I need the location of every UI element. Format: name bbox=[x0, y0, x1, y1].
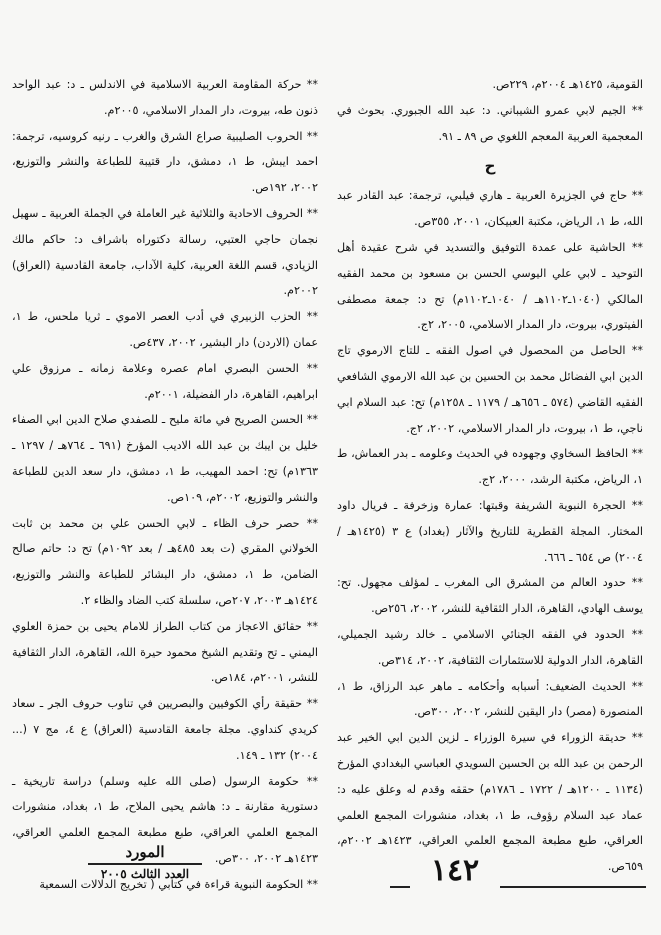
right-column bbox=[337, 72, 643, 880]
bibliography-entry: ** حاج في الجزيرة العربية ـ هاري فيلبي، ترجمة: عبد القادر عبد الله، ط ١، الرياض، مكتبة العبيكان، ٢٠٠١، ٣٥٥ص. bbox=[337, 183, 643, 235]
bibliography-entry: ** الحروف الاحادية والثلاثية غير العاملة في الجملة العربية ـ سهيل نجمان حاجي العتبي، رسالة دكتوراه باشراف د: حاكم مالك الزيادي، قسم اللغة العربية، كلية الآداب، جامعة القادسية (العراق) ٢٠٠٢م. bbox=[12, 201, 318, 304]
bibliography-entry: ** حقيقة رأي الكوفيين والبصريين في تناوب حروف الجر ـ سعاد كريدي كنداوي. مجلة جامعة القادسية (العراق) ع ٤، مج ٧ (... ٢٠٠٤) ١٣٢ ـ ١٤٩. bbox=[12, 691, 318, 768]
bibliography-entry: ** الحكومة النبوية قراءة في كتابي ( تخريج الدلالات السمعية bbox=[12, 872, 318, 898]
bibliography-entry: ** الحديث الضعيف: أسبابه وأحكامه ـ ماهر عبد الرزاق، ط ١، المنصورة (مصر) دار اليقين للنشر، ٢٠٠٢، ٣٠٠ص. bbox=[337, 674, 643, 726]
bibliography-entry: ** الجيم لابي عمرو الشيباني. د: عبد الله الجبوري. بحوث في المعجمية العربية المعجم اللغوي ص ٨٩ ـ ٩١. bbox=[337, 98, 643, 150]
footer-rule bbox=[500, 886, 646, 888]
bibliography-entry: ** الحاصل من المحصول في اصول الفقه ـ للتاج الارموي تاج الدين ابي الفضائل محمد بن الحسين بن عبد الله الارموي الشافعي الفقيه القاضي (٥٧٤ ـ ٦٥٦هـ / ١١٧٩ ـ ١٢٥٨م) تح: عبد السلام ابي ناجي، ط ١، بيروت، دار المدار الاسلامي، ٢٠٠٢، ٢ج. bbox=[337, 338, 643, 441]
bibliography-entry: ** الحجرة النبوية الشريفة وقبتها: عمارة وزخرفة ـ فريال داود المختار. المجلة القطرية للتاريخ والآثار (بغداد) ع ٣ (١٤٢٥هـ / ٢٠٠٤) ص ٦٥٤ ـ ٦٦٦. bbox=[337, 493, 643, 570]
journal-name: المورد bbox=[125, 843, 165, 861]
journal-logo bbox=[80, 842, 210, 890]
bibliography-entry: ** الحروب الصليبية صراع الشرق والغرب ـ رنيه كروسيه، ترجمة: احمد ايبش، ط ١، دمشق، دار قتيبة للطباعة والنشر والتوزيع، ٢٠٠٢، ١٩٢ص. bbox=[12, 124, 318, 201]
journal-issue: العدد الثالث ٢٠٠٥ bbox=[100, 867, 190, 881]
bibliography-entry: ** الحافظ السخاوي وجهوده في الحديث وعلومه ـ بدر العماش، ط ١، الرياض، مكتبة الرشد، ٢٠٠٠، ٢ج. bbox=[337, 441, 643, 493]
journal-divider bbox=[88, 863, 202, 865]
bibliography-entry: ** حدود العالم من المشرق الى المغرب ـ لمؤلف مجهول. تح: يوسف الهادي، القاهرة، الدار الثقافية للنشر، ٢٠٠٢، ٢٥٦ص. bbox=[337, 570, 643, 622]
bibliography-entry: ** الحاشية على عمدة التوفيق والتسديد في شرح عقيدة أهل التوحيد ـ لابي علي اليوسي الحسن بن مسعود بن محمد الفقيه المالكي (١٠٤٠ـ١١٠٢هـ / ١٠٤٠ـ١١٠٢م) تح د: جمعة مصطفى الفيتوري، بيروت، دار المدار الاسلامي، ٢٠٠٥، ٢ج. bbox=[337, 235, 643, 338]
bibliography-entry: ** حكومة الرسول (صلى الله عليه وسلم) دراسة تاريخية ـ دستورية مقارنة ـ د: هاشم يحيى الملاح، ط ١، بغداد، منشورات المجمع العلمي العراقي، طبع مطبعة المجمع العلمي العراقي، ١٤٢٣هـ ٢٠٠٢، ٣٠٠ص. bbox=[12, 769, 318, 872]
bibliography-entry: ** حديقة الزوراء في سيرة الوزراء ـ لزين الدين ابي الخير عبد الرحمن بن عبد الله بن الحسين السويدي العباسي البغدادي المؤرخ (١١٣٤ ـ ١٢٠٠هـ / ١٧٢٢ ـ ١٧٨٦م) حققه وقدم له وعلق عليه د: عماد عبد السلام رؤوف، ط ١، بغداد، منشورات المجمع العلمي العراقي، طبع مطبعة المجمع العلمي العراقي، ١٤٢٣هـ ٢٠٠٢م، ٦٥٩ص. bbox=[337, 725, 643, 880]
bibliography-entry: ** حركة المقاومة العربية الاسلامية في الاندلس ـ د: عبد الواحد ذنون طه، بيروت، دار المدار الاسلامي، ٢٠٠٥م. bbox=[12, 72, 318, 124]
bibliography-entry: ** الحزب الزبيري في أدب العصر الاموي ـ ثريا ملحس، ط ١، عمان (الاردن) دار البشير، ٢٠٠٢، ٤٣٧ص. bbox=[12, 304, 318, 356]
bibliography-entry: ** الحسن البصري امام عصره وعلامة زمانه ـ مرزوق علي ابراهيم، القاهرة، دار الفضيلة، ٢٠٠١م. bbox=[12, 356, 318, 408]
section-letter: ح bbox=[484, 157, 496, 176]
bibliography-entry: ** حصر حرف الظاء ـ لابي الحسن علي بن محمد بن ثابت الخولاني المقري (ت بعد ٤٨٥هـ / بعد ١٠٩٢م) تح د: حاتم صالح الضامن، ط ١، دمشق، دار البشائر للطباعة والنشر والتوزيع، ١٤٢٤هـ ٢٠٠٣، ٢٠٧ص، سلسلة كتب الضاد والظاء ٢. bbox=[12, 511, 318, 614]
left-column bbox=[12, 72, 318, 898]
continued-entry-text: القومية، ١٤٢٥هـ ٢٠٠٤م، ٢٢٩ص. bbox=[492, 78, 643, 91]
section-letter-heading bbox=[337, 149, 643, 183]
bibliography-entry: ** حقائق الاعجاز من كتاب الطراز للامام يحيى بن حمزة العلوي اليمني ـ تح وتقديم الشيخ محمود حيرة الله، القاهرة، الدار الثقافية للنشر، ٢٠٠١م، ١٨٤ص. bbox=[12, 614, 318, 691]
bibliography-entry: ** الحدود في الفقه الجنائي الاسلامي ـ خالد رشيد الجميلي، القاهرة، الدار الدولية للاستثمارات الثقافية، ٢٠٠٢، ٣١٤ص. bbox=[337, 622, 643, 674]
page-footer bbox=[0, 840, 661, 900]
footer-rule bbox=[390, 886, 410, 888]
bibliography-entry: ** الحسن الصريح في مائة مليح ـ للصفدي صلاح الدين ابي الصفاء خليل بن ايبك بن عبد الله الاديب المؤرخ (٦٩١ ـ ٧٦٤هـ / ١٢٩٧ ـ ١٣٦٣م) تح: احمد المهيب، ط ١، دمشق، دار سعد الدين للطباعة والنشر والتوزيع، ٢٠٠٢م، ١٠٩ص. bbox=[12, 407, 318, 510]
page-number: ١٤٢ bbox=[430, 853, 480, 888]
